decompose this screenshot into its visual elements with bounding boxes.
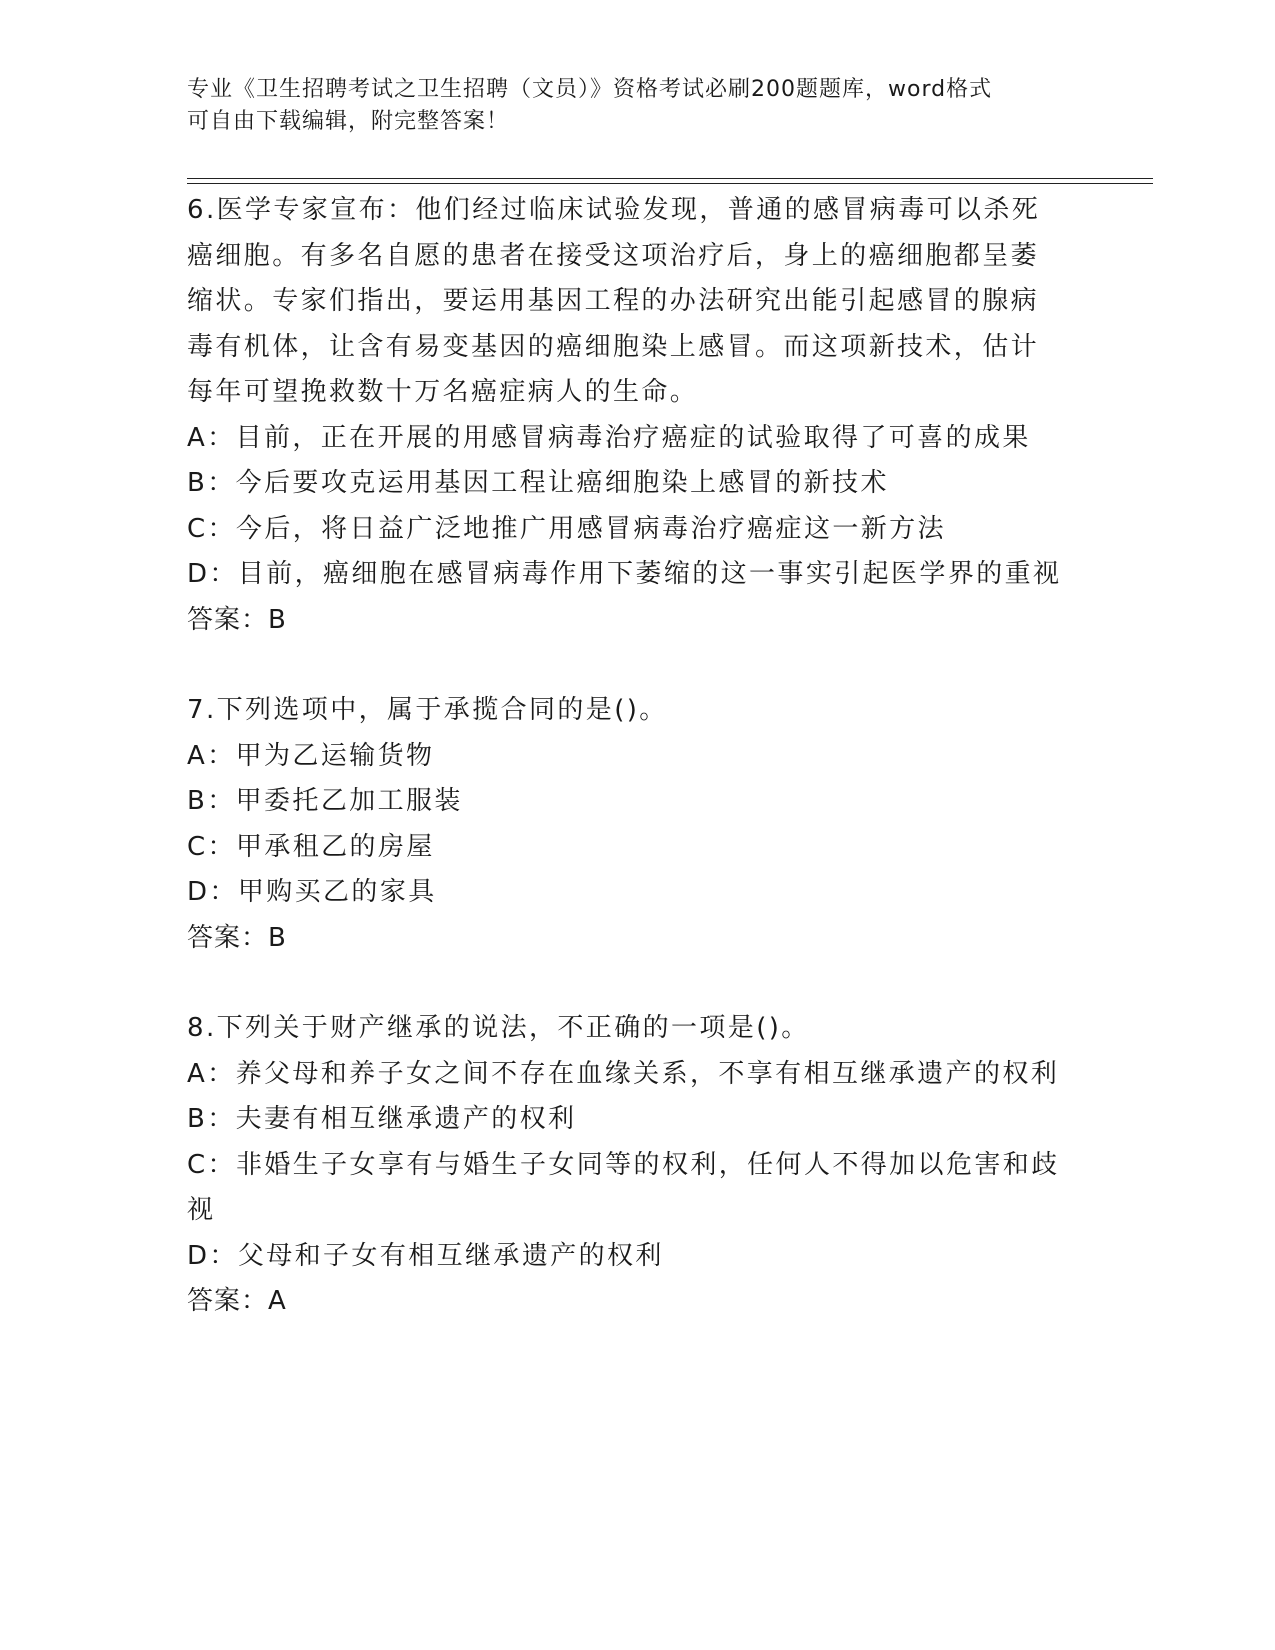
question-stem-line: 8.下列关于财产继承的说法，不正确的一项是()。 (187, 1013, 810, 1043)
option-d: D：目前，癌细胞在感冒病毒作用下萎缩的这一事实引起医学界的重视 (187, 559, 1062, 589)
question-stem-line: 缩状。专家们指出，要运用基因工程的办法研究出能引起感冒的腺病 (187, 286, 1040, 316)
header-divider-bottom (187, 183, 1153, 184)
question-list (187, 188, 1087, 1325)
header-line-2: 可自由下载编辑，附完整答案！ (187, 109, 510, 134)
option-a: A：目前，正在开展的用感冒病毒治疗癌症的试验取得了可喜的成果 (187, 422, 1031, 453)
option-a: A：养父母和养子女之间不存在血缘关系，不享有相互继承遗产的权利 (187, 1058, 1060, 1089)
option-a: A：甲为乙运输货物 (187, 740, 435, 771)
question-spacer (187, 643, 1087, 688)
question-8 (187, 1006, 1087, 1325)
answer-line: 答案：B (187, 922, 287, 953)
option-c: C：甲承租乙的房屋 (187, 831, 435, 862)
question-stem-line: 癌细胞。有多名自愿的患者在接受这项治疗后，身上的癌细胞都呈萎 (187, 240, 1040, 271)
option-d: D：父母和子女有相互继承遗产的权利 (187, 1240, 664, 1271)
option-d: D：甲购买乙的家具 (187, 877, 437, 907)
question-stem-line: 7.下列选项中，属于承揽合同的是()。 (187, 695, 668, 725)
option-b: B：夫妻有相互继承遗产的权利 (187, 1104, 577, 1134)
question-stem-line: 6.医学专家宣布：他们经过临床试验发现，普通的感冒病毒可以杀死 (187, 195, 1041, 225)
answer-line: 答案：A (187, 1286, 287, 1316)
document-header (187, 74, 1067, 138)
option-c: C：今后，将日益广泛地推广用感冒病毒治疗癌症这一新方法 (187, 513, 946, 544)
option-b: B：甲委托乙加工服装 (187, 786, 463, 816)
option-c-continued: 视 (187, 1195, 216, 1225)
question-stem-line: 毒有机体，让含有易变基因的癌细胞染上感冒。而这项新技术，估计 (187, 331, 1040, 362)
question-6 (187, 188, 1087, 643)
header-divider-top (187, 178, 1153, 179)
option-b: B：今后要攻克运用基因工程让癌细胞染上感冒的新技术 (187, 468, 889, 498)
answer-line: 答案：B (187, 604, 287, 635)
question-spacer (187, 961, 1087, 1006)
question-7 (187, 688, 1087, 961)
question-stem-line: 每年可望挽救数十万名癌症病人的生命。 (187, 377, 699, 407)
header-line-1: 专业《卫生招聘考试之卫生招聘（文员）》资格考试必刷200题题库，word格式 (187, 77, 993, 102)
option-c: C：非婚生子女享有与婚生子女同等的权利，任何人不得加以危害和歧 (187, 1149, 1060, 1180)
